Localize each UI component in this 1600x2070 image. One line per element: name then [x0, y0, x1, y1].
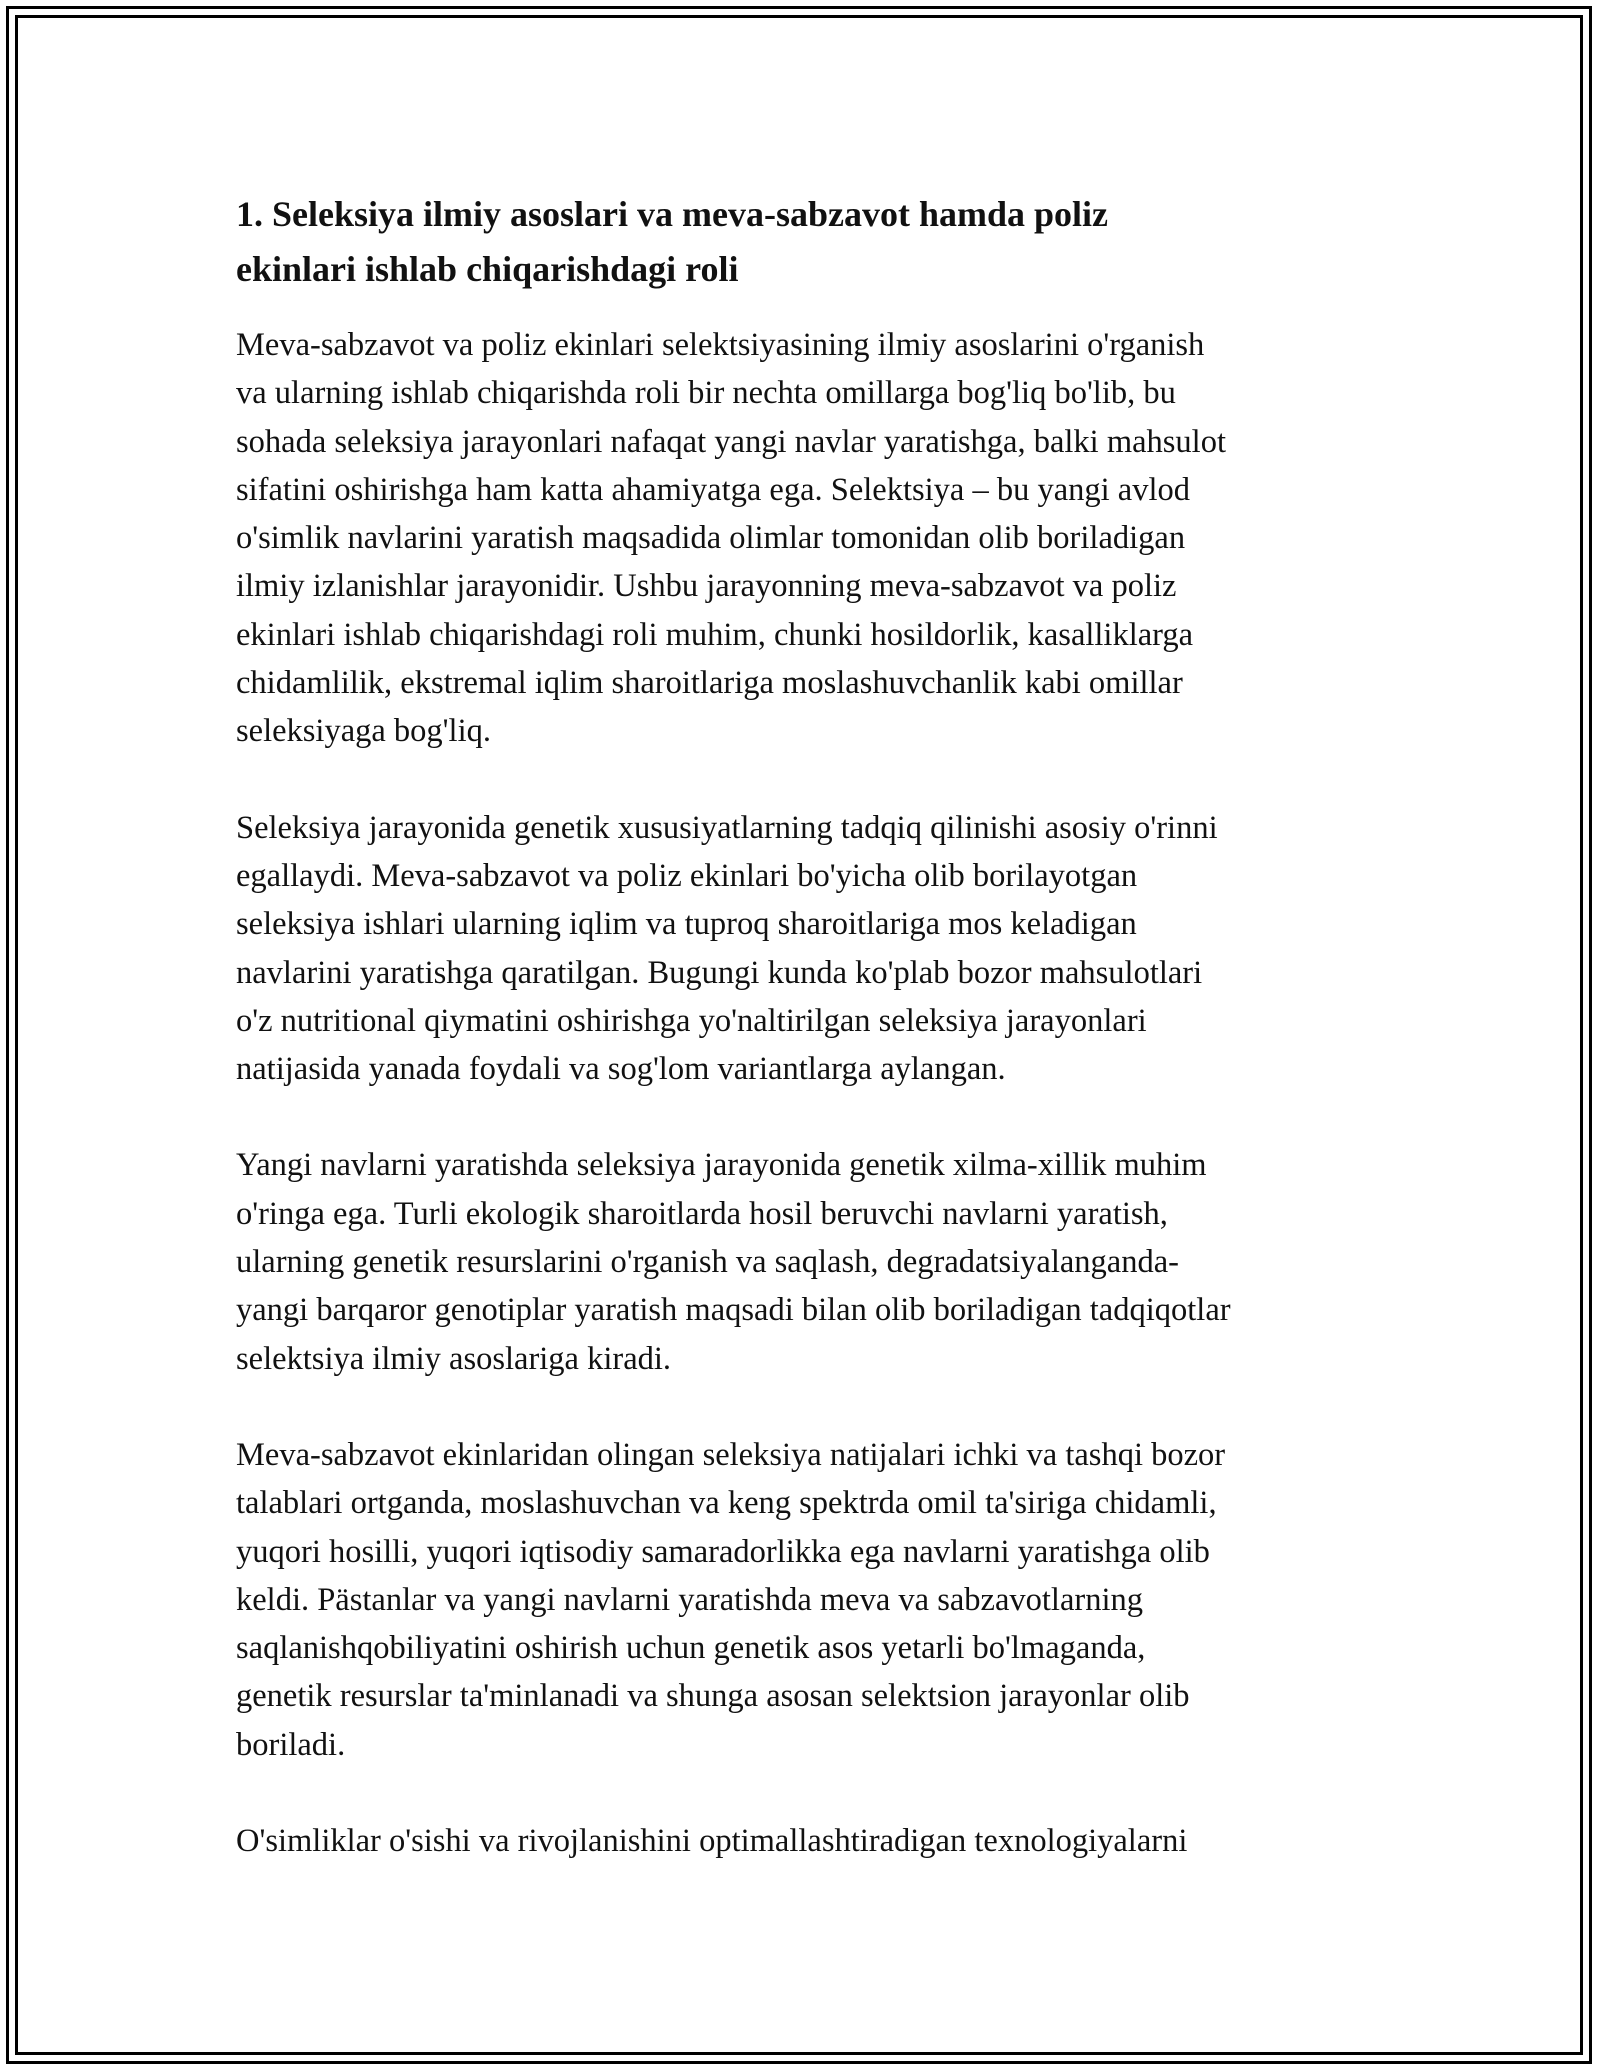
document-body	[236, 187, 1376, 1913]
paragraph-1: Meva-sabzavot va poliz ekinlari selektsiyasining ilmiy asoslarini o'rganish va ularning ishlab chiqarishda roli bir nechta omillarga bog'liq bo'lib, bu sohada seleksiya jarayonlari nafaqat yangi navlar yaratishga, balki mahsulot sifatini oshirishga ham katta ahamiyatga ega. Selektsiya – bu yangi avlod o'simlik navlarini yaratish maqsadida olimlar tomonidan olib boriladigan ilmiy izlanishlar jarayonidir. Ushbu jarayonning meva-sabzavot va poliz ekinlari ishlab chiqarishdagi roli muhim, chunki hosildorlik, kasalliklarga chidamlilik, ekstremal iqlim sharoitlariga moslashuvchanlik kabi omillar seleksiyaga bog'liq.	[236, 327, 1226, 750]
paragraph-4: Meva-sabzavot ekinlaridan olingan seleksiya natijalari ichki va tashqi bozor talablari ortganda, moslashuvchan va keng spektrda omil ta'siriga chidamli, yuqori hosilli, yuqori iqtisodiy samaradorlikka ega navlarni yaratishga olib keldi. Pästanlar va yangi navlarni yaratishda meva va sabzavotlarning saqlanishqobiliyatini oshirish uchun genetik asos yetarli bo'lmaganda, genetik resurslar ta'minlanadi va shunga asosan selektsion jarayonlar olib boriladi.	[236, 1436, 1226, 1763]
section-heading: 1. Seleksiya ilmiy asoslari va meva-sabzavot hamda poliz ekinlari ishlab chiqarishdagi roli	[236, 194, 1108, 289]
paragraph-3: Yangi navlarni yaratishda seleksiya jarayonida genetik xilma-xillik muhim o'ringa ega. Turli ekologik sharoitlarda hosil beruvchi navlarni yaratish, ularning genetik resurslarini o'rganish va saqlash, degradatsiyalanganda- yangi barqaror genotiplar yaratish maqsadi bilan olib boriladigan tadqiqotlar selektsiya ilmiy asoslariga kiradi.	[236, 1147, 1231, 1377]
paragraph-5: O'simliklar o'sishi va rivojlanishini optimallashtiradigan texnologiyalarni	[236, 1823, 1188, 1860]
paragraph-2: Seleksiya jarayonida genetik xususiyatlarning tadqiq qilinishi asosiy o'rinni egallaydi. Meva-sabzavot va poliz ekinlari bo'yicha olib borilayotgan seleksiya ishlari ularning iqlim va tuproq sharoitlariga mos keladigan navlarini yaratishga qaratilgan. Bugungi kunda ko'plab bozor mahsulotlari o'z nutritional qiymatini oshirishga yo'naltirilgan seleksiya jarayonlari natijasida yanada foydali va sog'lom variantlarga aylangan.	[236, 809, 1218, 1088]
